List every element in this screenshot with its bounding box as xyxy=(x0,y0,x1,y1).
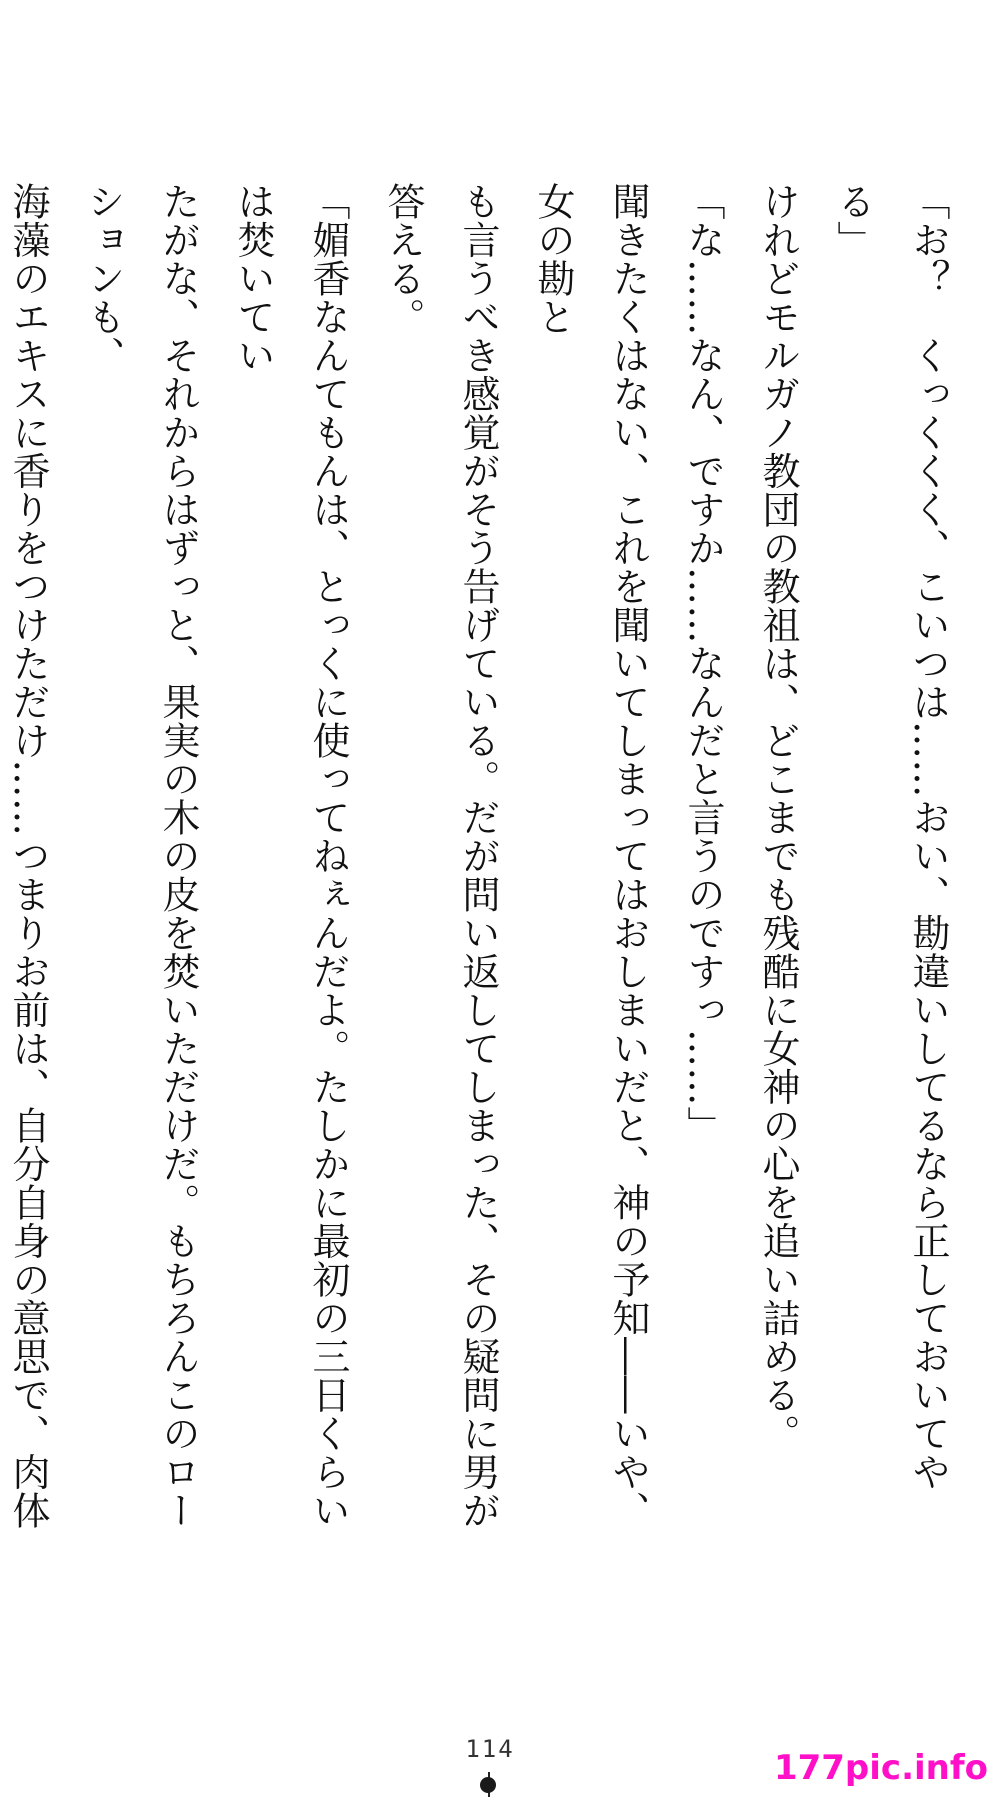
page-number: 114 xyxy=(465,1735,515,1763)
text-line: 「媚香なんてもんは、とっくに使ってねぇんだよ。たしかに最初の三日くらいは焚いてい xyxy=(231,182,350,1530)
text-line: も言うべき感覚がそう告げている。だが問い返してしまった、その疑問に男が答える。 xyxy=(381,182,500,1530)
text-line: 「な……なん、ですか……なんだと言うのですっ……」 xyxy=(681,182,725,1145)
page-marker-dot-icon xyxy=(480,1777,496,1793)
vertical-text-body xyxy=(6,182,965,1532)
text-line: 聞きたくはない、これを聞いてしまってはおしまいだと、神の予知――いや、女の勘と xyxy=(531,182,650,1530)
text-line: けれどモルガノ教団の教祖は、どこまでも残酷に女神の心を追い詰める。 xyxy=(756,182,800,1453)
text-line: 「お？ くっくくく、こいつは……おい、勘違いしてるなら正しておいてやる」 xyxy=(831,182,950,1491)
text-line: 海藻のエキスに香りをつけただけ……つまりお前は、自分自身の意思で、肉体 xyxy=(6,182,50,1530)
text-line: たがな、それからはずっと、果実の木の皮を焚いただけだ。もちろんこのローションも、 xyxy=(81,182,200,1530)
watermark-text: 177pic.info xyxy=(773,1748,988,1788)
